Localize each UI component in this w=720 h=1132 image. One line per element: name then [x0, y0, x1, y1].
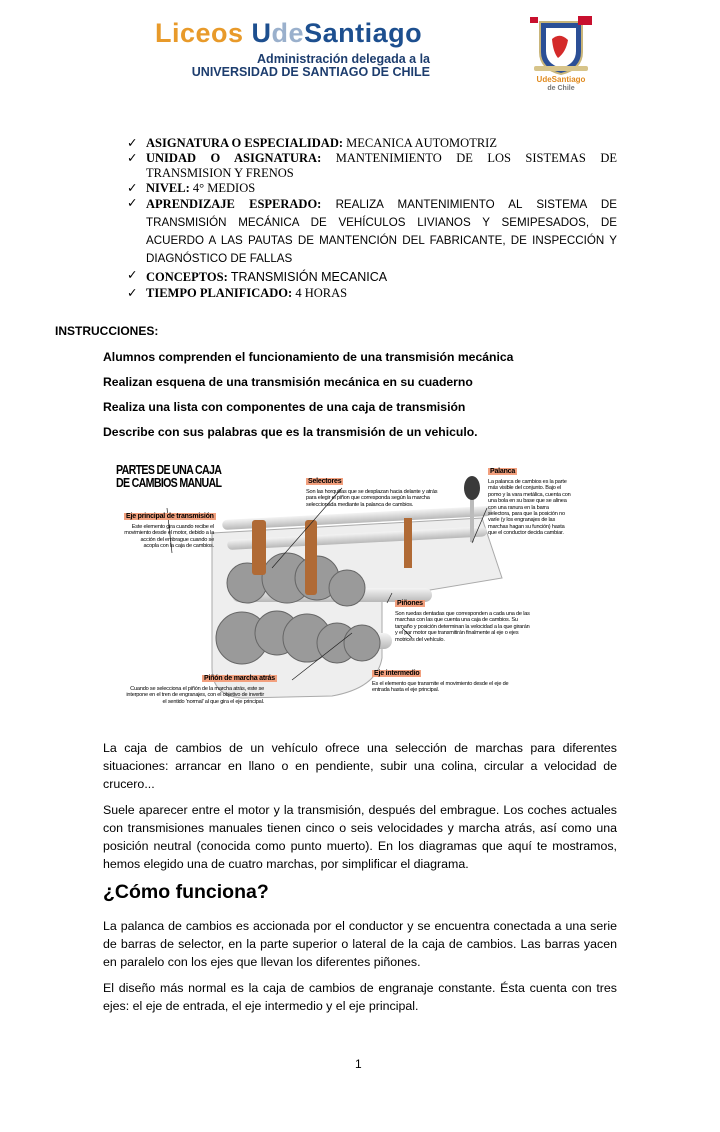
instruction-item: Realiza una lista con componentes de una caja de transmisión	[103, 400, 466, 414]
part-label-marcha-atras: Piñón de marcha atrás	[204, 675, 275, 682]
check-icon: ✓	[127, 136, 138, 150]
logo-subtitle	[160, 53, 430, 79]
diagram-title	[116, 464, 221, 490]
diagram-title-line1: PARTES DE UNA CAJA	[116, 463, 222, 477]
part-desc-eje-principal: Este elemento gira cuando recibe el movimiento desde el motor, debido a la acción del embrague cuando se acopla con la caja de cambios.	[124, 524, 214, 550]
part-label-pinones: Piñones	[397, 600, 423, 607]
bullet-value: 4 HORAS	[295, 286, 348, 300]
gearbox-diagram	[112, 458, 612, 716]
instruction-item: Realizan esquena de una transmisión mecánica en su cuaderno	[103, 375, 473, 389]
bullet-value: MECANICA AUTOMOTRIZ	[346, 136, 497, 150]
bullet-value: MANTENIMIENTO DE LOS SISTEMAS DE TRANSMISION Y FRENOS	[146, 151, 617, 180]
bullet-value: TRANSMISIÓN MECANICA	[230, 270, 388, 284]
bullet-label: APRENDIZAJE ESPERADO:	[146, 197, 322, 211]
logo-liceos: Liceos	[155, 18, 252, 48]
bullet-conceptos	[127, 268, 617, 286]
bullet-unidad	[127, 151, 617, 181]
part-label-eje-intermedio: Eje intermedio	[374, 670, 420, 677]
diagram-title-line2: DE CAMBIOS MANUAL	[116, 476, 222, 490]
bullet-asignatura	[127, 136, 617, 151]
instruction-item: Alumnos comprenden el funcionamiento de una transmisión mecánica	[103, 350, 514, 364]
bullet-label: CONCEPTOS:	[146, 270, 228, 284]
liceos-logo	[155, 18, 422, 49]
check-icon: ✓	[127, 151, 138, 165]
paragraph: La palanca de cambios es accionada por el conductor y se encuentra conectada a una serie de barras de selector, en la parte superior o lateral de la caja de cambios. Las barras yacen en paralelo con los ejes que llevan los diferentes piñones.	[103, 919, 617, 969]
part-label-selectores: Selectores	[308, 478, 342, 485]
part-desc-selectores: Son las horquillas que se desplazan hacia delante y atrás para elegir el piñon que corresponda según la marcha seleccionada mediante la palanca de cambios.	[306, 489, 438, 508]
paragraph: El diseño más normal es la caja de cambios de engranaje constante. Ésta cuenta con tres ejes: el eje de entrada, el eje intermedio y el eje principal.	[103, 981, 617, 1013]
part-label-eje-principal: Eje principal de transmisión	[126, 513, 214, 520]
check-icon: ✓	[127, 196, 138, 210]
logo-de: de	[271, 18, 305, 48]
check-icon: ✓	[127, 286, 138, 300]
check-icon: ✓	[127, 268, 138, 282]
check-icon: ✓	[127, 181, 138, 195]
part-label-palanca: Palanca	[490, 468, 516, 475]
university-crest-icon	[522, 14, 600, 92]
logo-line2: UNIVERSIDAD DE SANTIAGO DE CHILE	[191, 65, 430, 79]
logo-line1: Administración delegada a la	[257, 52, 430, 66]
bullet-label: NIVEL:	[146, 181, 190, 195]
part-desc-pinones: Son ruedas dentadas que corresponden a cada una de las marchas con las que cuenta una caja de cambios. Su tamaño y posición determinan la velocidad a la que girarán y el par motor que transmitirán finalmente al eje o ejes motrices del vehículo.	[395, 611, 530, 643]
part-desc-eje-intermedio: Es el elemento que transmite el movimiento desde el eje de entrada hasta el eje principal.	[372, 681, 509, 694]
bullet-label: ASIGNATURA O ESPECIALIDAD:	[146, 136, 344, 150]
svg-text:UdeSantiago: UdeSantiago	[536, 75, 586, 84]
bullet-label: TIEMPO PLANIFICADO:	[146, 286, 293, 300]
paragraph: La caja de cambios de un vehículo ofrece una selección de marchas para diferentes situaciones: arrancar en llano o en pendiente, subir una colina, circular a velocidad de crucero...	[103, 741, 617, 791]
bullet-aprendizaje	[127, 196, 617, 268]
svg-text:de Chile: de Chile	[547, 85, 575, 92]
paragraph: Suele aparecer entre el motor y la transmisión, después del embrague. Los coches actuales con transmisiones manuales tienen cinco o seis velocidades y marcha atrás, así como una posición neutral (conocida como punto muerto). En los diagramas que aquí te mostramos, hemos elegido una de cuatro marchas, por simplificar el diagrama.	[103, 803, 617, 871]
part-desc-palanca: La palanca de cambios es la parte más visible del conjunto. Bajo el pomo y la vara metálica, cuenta con una bola en su base que se alinea con una ranura en la barra selectora, para que la posición no varíe (y los engranajes de las marchas hagan su función) hasta que el conductor decida cambiar.	[488, 479, 571, 537]
bullet-value: REALIZA MANTENIMIENTO AL SISTEMA DE TRANSMISIÓN MECÁNICA DE VEHÍCULOS LIVIANOS Y SEMIPESADOS, DE ACUERDO A LAS PAUTAS DE MANTENCIÓN DEL FABRICANTE, DE INSPECCIÓN Y DIAGNÓSTICO DE FALLAS	[146, 198, 617, 265]
logo-u: U	[251, 18, 272, 48]
part-desc-marcha-atras: Cuando se selecciona el piñón de la marcha atrás, este se interpone en el tren de engranajes, con el objetivo de invertir el sentido 'normal' al que gira el eje principal.	[126, 686, 264, 705]
logo-santiago: Santiago	[304, 18, 423, 48]
bullet-value: 4° MEDIOS	[192, 181, 256, 195]
instructions-title: INSTRUCCIONES:	[55, 324, 159, 338]
bullet-tiempo	[127, 286, 617, 301]
bullet-label: UNIDAD O ASIGNATURA:	[146, 151, 322, 165]
bullet-nivel	[127, 181, 617, 196]
page-number: 1	[355, 1057, 362, 1071]
instruction-item: Describe con sus palabras que es la transmisión de un vehiculo.	[103, 425, 478, 439]
section-heading: ¿Cómo funciona?	[103, 881, 269, 903]
